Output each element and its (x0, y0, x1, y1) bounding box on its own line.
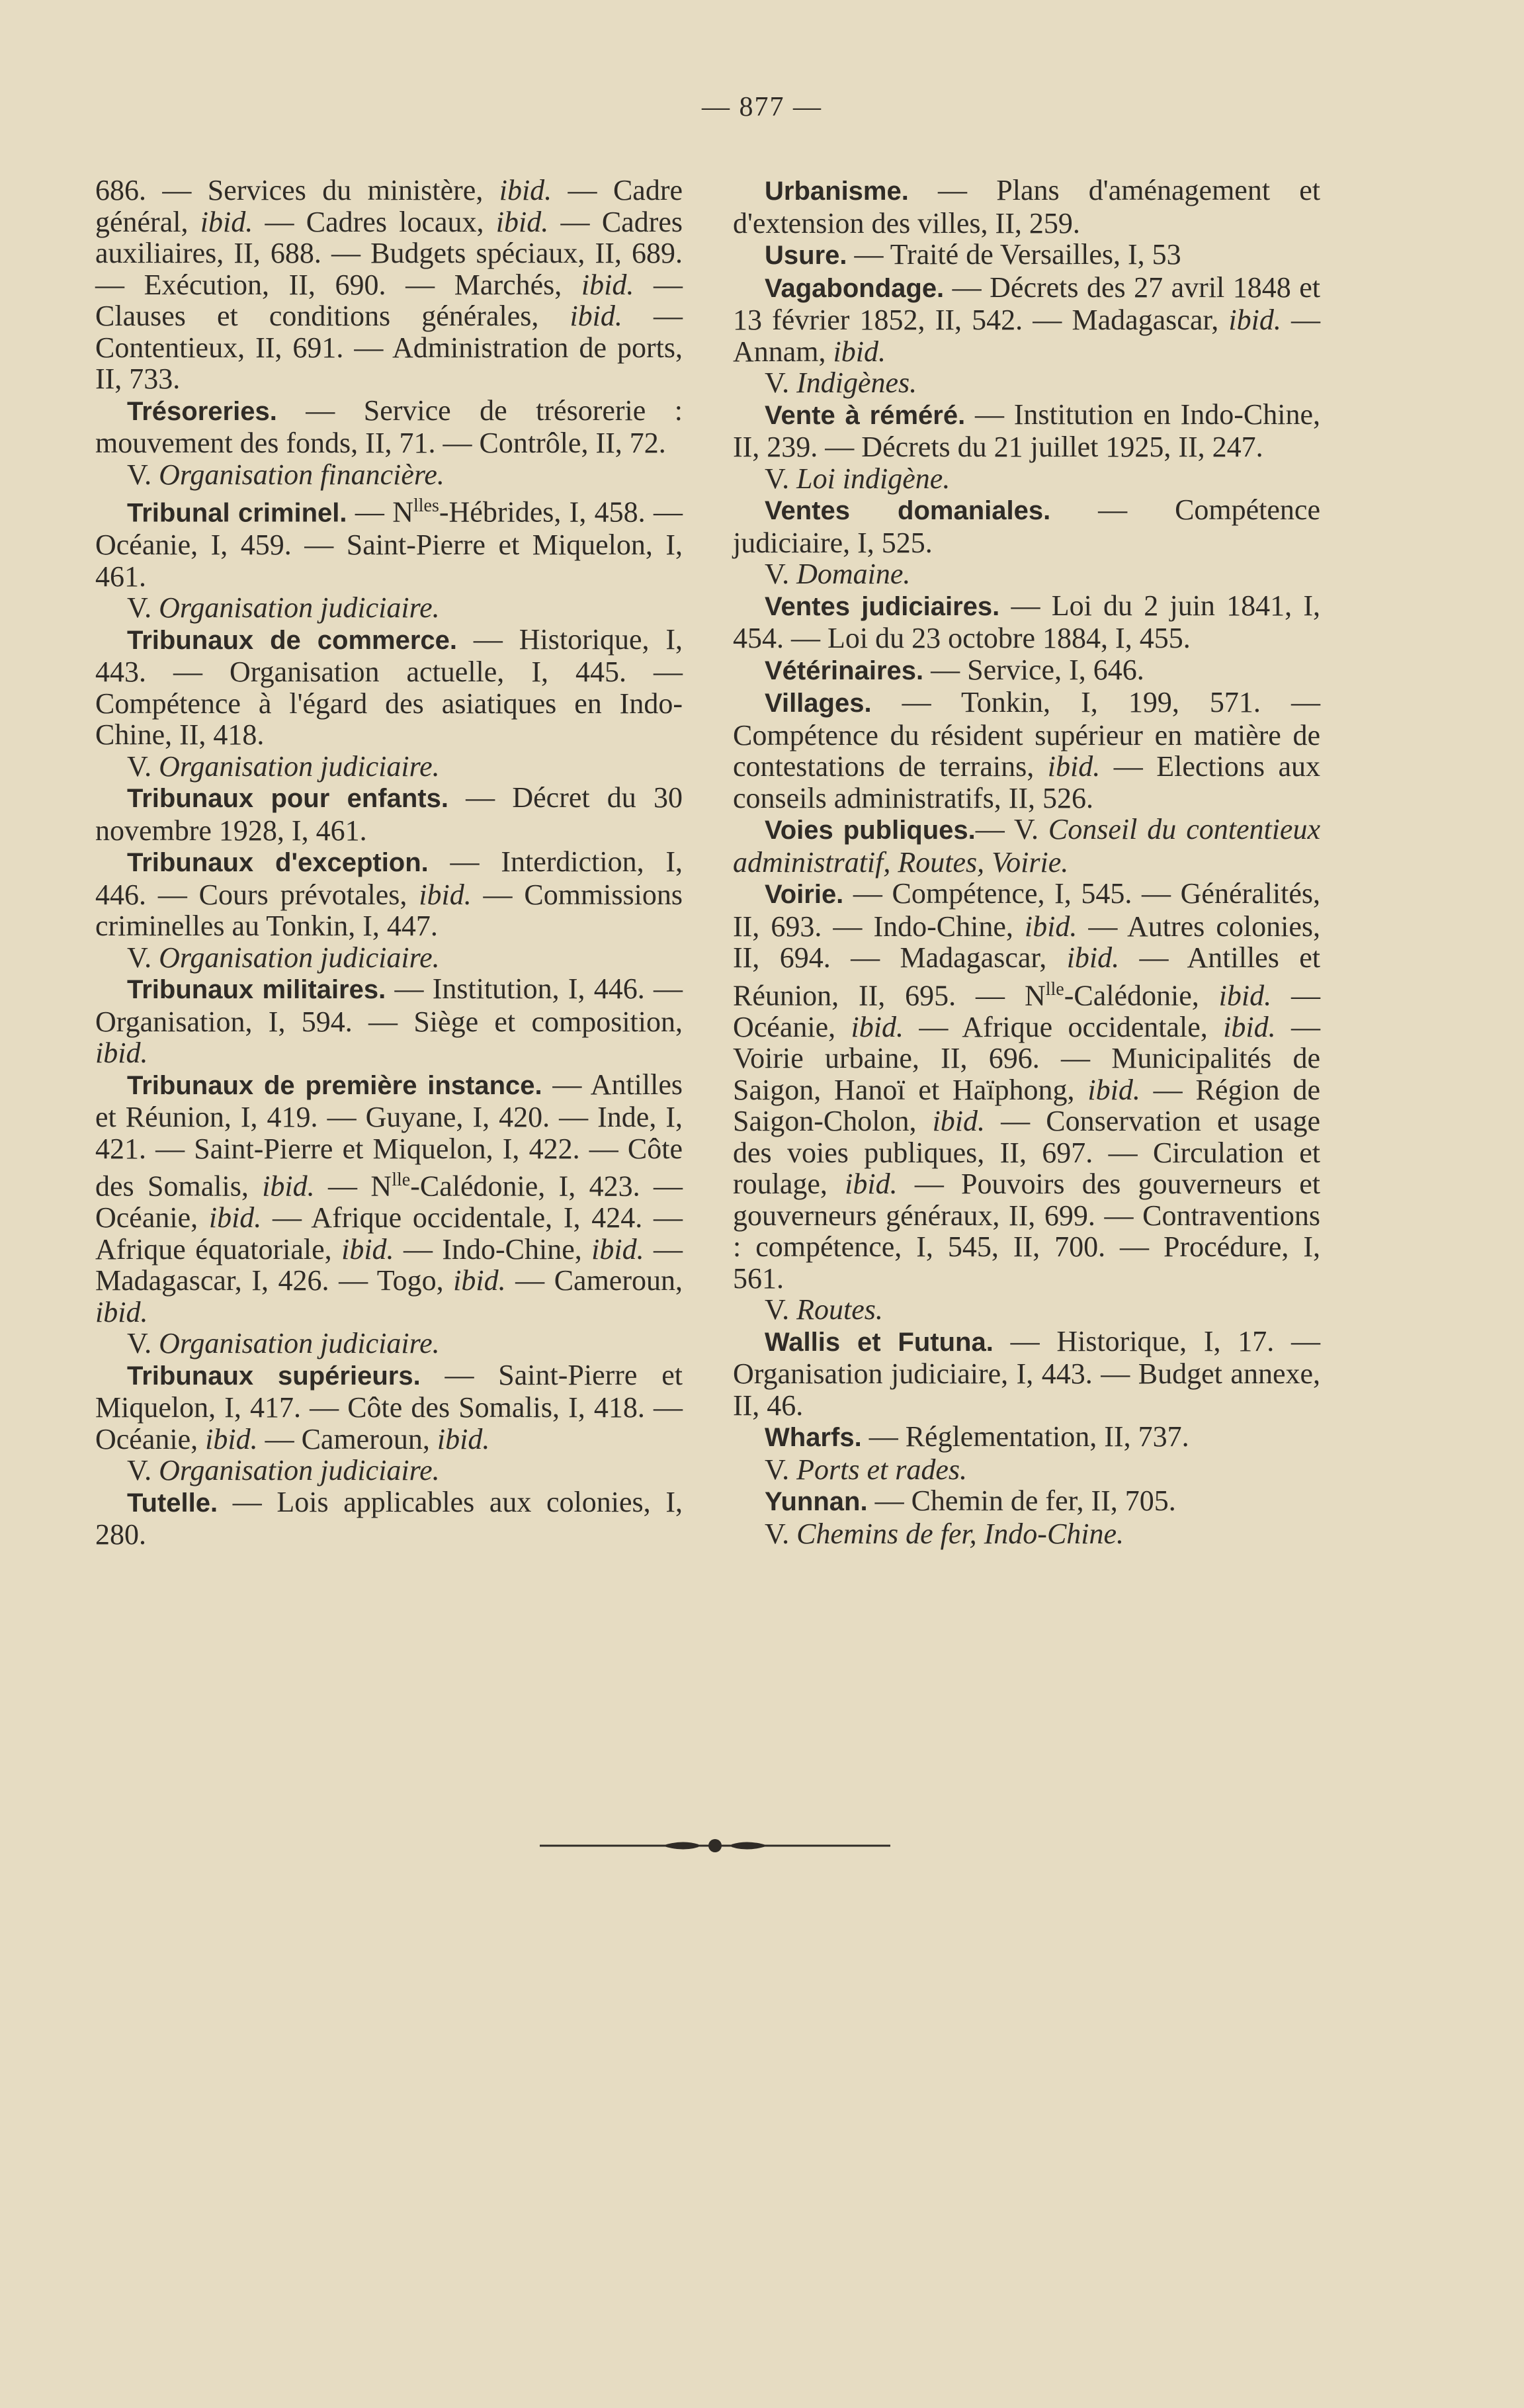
index-entry (733, 814, 1320, 878)
index-entry (95, 395, 683, 459)
italic-text: Routes. (796, 1293, 883, 1326)
entry-text: V. (127, 458, 159, 491)
italic-text: ibid. (95, 1295, 148, 1328)
italic-text: ibid. (419, 878, 472, 911)
index-entry (95, 1486, 683, 1551)
entry-heading: Tribunaux pour enfants. (127, 784, 448, 814)
italic-text: ibid. (1228, 304, 1281, 336)
italic-text: ibid. (437, 1422, 490, 1455)
entry-heading: Usure. (765, 241, 847, 270)
entry-heading: Tribunaux d'exception. (127, 848, 429, 878)
entry-text: — Conservation et usage des voies publiques, II, 697. — Circulation et roulage, (733, 1105, 1320, 1201)
entry-heading: Tribunaux de première instance. (127, 1070, 542, 1100)
entry-text: — Voirie urbaine, II, 696. — Municipalités de Saigon, Hanoï et Haïphong, (733, 1010, 1320, 1106)
italic-text: ibid. (1087, 1073, 1140, 1106)
index-entry (95, 973, 683, 1069)
entry-text: — Autres colonies, II, 694. — Madagascar, (733, 910, 1320, 974)
index-entry (95, 782, 683, 846)
italic-text: ibid. (95, 1037, 148, 1070)
entry-text: — Madagascar, I, 426. — Togo, (95, 1232, 683, 1297)
italic-text: Organisation judiciaire. (159, 750, 440, 783)
italic-text: ibid. (570, 300, 622, 332)
entry-heading: Vagabondage. (765, 273, 945, 303)
entry-text: — Pouvoirs des gouverneurs et gouverneurs généraux, II, 699. — Contraventions : compétence, I, 545, II, 700. — Procédure, I, 561. (733, 1168, 1321, 1295)
entry-text: — Commissions criminelles au Tonkin, I, 447. (95, 878, 683, 943)
entry-text: V. (765, 1293, 797, 1326)
entry-text: — Réglementation, II, 737. (861, 1420, 1189, 1453)
entry-heading: Voirie. (765, 880, 844, 909)
index-entry (95, 490, 683, 592)
entry-text: V. (765, 558, 797, 590)
index-column-right (733, 175, 1320, 1549)
entry-text: — Antilles et Réunion, I, 419. — Guyane, I, 420. — Inde, I, 421. — Saint-Pierre et Miquelon, I, 422. — Côte des Somalis, (95, 1068, 683, 1203)
entry-heading: Tribunaux militaires. (127, 975, 386, 1005)
entry-text: — Institution, I, 446. — Organisation, I, 594. — Siège et composition, (95, 972, 683, 1038)
see-also-reference (95, 592, 683, 624)
entry-text: — Cadres auxiliaires, II, 688. — Budgets spéciaux, II, 689. — Exécution, II, 690. — Marchés, (95, 205, 683, 301)
entry-text: — Institution en Indo-Chine, II, 239. — Décrets du 21 juillet 1925, II, 247. (733, 398, 1320, 463)
entry-heading: Ventes domaniales. (765, 496, 1051, 525)
see-also-reference (733, 1294, 1320, 1326)
entry-text: — Cadre général, (95, 174, 683, 238)
italic-text: ibid. (581, 268, 634, 301)
index-entry (733, 878, 1320, 1294)
entry-text: — N (314, 1170, 392, 1203)
entry-text: V. (127, 1327, 159, 1360)
italic-text: ibid. (205, 1422, 258, 1455)
italic-text: ibid. (341, 1232, 394, 1266)
entry-text: — Historique, I, 17. — Organisation judiciaire, I, 443. — Budget annexe, II, 46. (733, 1324, 1321, 1422)
italic-text: Loi indigène. (796, 462, 951, 495)
index-entry (733, 175, 1320, 239)
entry-text: — Compétence, I, 545. — Généralités, II, 693. — Indo-Chine, (733, 877, 1320, 943)
italic-text: Organisation financière. (159, 458, 444, 491)
index-entry (733, 399, 1320, 463)
italic-text: ibid. (262, 1170, 315, 1203)
italic-text: ibid. (1223, 1010, 1276, 1043)
entry-text: V. (127, 1454, 159, 1487)
italic-text: ibid. (1024, 910, 1078, 943)
italic-text: Chemins de fer, Indo-Chine. (796, 1517, 1124, 1550)
italic-text: Organisation judiciaire. (159, 1454, 440, 1487)
index-entry (733, 1421, 1320, 1454)
entry-text: — Antilles et Réunion, II, 695. — N (733, 941, 1320, 1012)
entry-text: — V. (975, 813, 1048, 845)
entry-text: 686. — Services du ministère, (95, 174, 499, 206)
entry-text: — Cadres locaux, (253, 205, 496, 238)
see-also-reference (95, 942, 683, 974)
entry-text: — Tonkin, I, 199, 571. — Compétence du résident supérieur en matière de contestations de terrains, (733, 686, 1320, 783)
entry-text: — Service, I, 646. (923, 653, 1144, 686)
italic-text: Conseil du contentieux administratif, Routes, Voirie. (733, 813, 1320, 879)
entry-text: — Clauses et conditions générales, (95, 268, 683, 332)
see-also-reference (733, 367, 1320, 399)
italic-text: ibid. (200, 205, 253, 238)
entry-heading: Voies publiques. (765, 816, 976, 845)
see-also-reference (95, 751, 683, 783)
entry-text: V. (765, 462, 797, 495)
italic-text: ibid. (845, 1168, 898, 1201)
italic-text: Organisation judiciaire. (159, 1327, 440, 1360)
index-entry (733, 654, 1320, 687)
italic-text: ibid. (932, 1105, 986, 1138)
entry-heading: Tutelle. (127, 1488, 218, 1518)
italic-text: ibid. (208, 1201, 262, 1234)
entry-text: — Loi du 2 juin 1841, I, 454. — Loi du 23 octobre 1884, I, 455. (733, 589, 1321, 654)
entry-text: -Calédonie, (1064, 979, 1219, 1012)
italic-text: Domaine. (796, 558, 911, 590)
entry-text: — Indo-Chine, (394, 1232, 592, 1266)
entry-text: -Hébrides, I, 458. — Océanie, I, 459. — Saint-Pierre et Miquelon, I, 461. (95, 495, 683, 593)
entry-text: — Saint-Pierre et Miquelon, I, 417. — Côte des Somalis, I, 418. — Océanie, (95, 1358, 683, 1455)
entry-text: — Lois applicables aux colonies, I, 280. (95, 1485, 683, 1551)
entry-text: V. (765, 1453, 797, 1486)
index-entry (733, 272, 1320, 368)
italic-text: ibid. (1218, 979, 1272, 1012)
entry-heading: Tribunaux supérieurs. (127, 1361, 421, 1391)
entry-text: — Contentieux, II, 691. — Administration de ports, II, 733. (95, 300, 683, 395)
superscript: lles (413, 495, 439, 516)
index-entry (95, 624, 683, 751)
superscript: lle (392, 1170, 411, 1191)
entry-text: — Cameroun, (257, 1422, 437, 1455)
entry-heading: Ventes judiciaires. (765, 591, 1000, 621)
entry-text: — Traité de Versailles, I, 53 (847, 238, 1181, 271)
entry-text: V. (127, 750, 159, 783)
italic-text: ibid. (1066, 941, 1120, 974)
see-also-reference (733, 558, 1320, 590)
entry-text: V. (127, 591, 159, 624)
index-entry (733, 1485, 1320, 1518)
entry-text: — Afrique occidentale, I, 424. — Afrique équatoriale, (95, 1201, 683, 1266)
see-also-reference (733, 1454, 1320, 1486)
index-entry (95, 1069, 683, 1328)
italic-text: Organisation judiciaire. (159, 591, 440, 624)
italic-text: ibid. (453, 1264, 506, 1297)
ornament-divider (540, 1832, 890, 1859)
italic-text: ibid. (851, 1010, 904, 1043)
entry-heading: Vétérinaires. (765, 656, 924, 685)
index-column-left (95, 175, 683, 1551)
entry-text: — Région de Saigon-Cholon, (733, 1073, 1320, 1138)
italic-text: ibid. (499, 174, 552, 206)
entry-heading: Tribunaux de commerce. (127, 625, 457, 655)
entry-heading: Tribunal criminel. (127, 498, 347, 528)
entry-text: — Plans d'aménagement et d'extension des villes, II, 259. (733, 174, 1320, 239)
entry-text: — Elections aux conseils administratifs, II, 526. (733, 750, 1321, 814)
index-entry (95, 1359, 683, 1455)
page-number: — 877 — (702, 92, 822, 122)
entry-text: — Annam, (733, 304, 1321, 368)
see-also-reference (95, 459, 683, 491)
entry-text: — Compétence judiciaire, I, 525. (733, 494, 1320, 559)
entry-heading: Wallis et Futuna. (765, 1327, 994, 1357)
entry-heading: Urbanisme. (765, 177, 909, 206)
entry-text: — Océanie, (733, 979, 1321, 1043)
index-entry (733, 687, 1320, 814)
see-also-reference (95, 1328, 683, 1359)
italic-text: Organisation judiciaire. (159, 941, 440, 974)
entry-text: — Décrets des 27 avril 1848 et 13 février 1852, II, 542. — Madagascar, (733, 271, 1320, 336)
entry-heading: Wharfs. (765, 1423, 862, 1453)
see-also-reference (95, 1455, 683, 1486)
index-entry (733, 1326, 1320, 1422)
index-entry (733, 239, 1320, 272)
italic-text: ibid. (591, 1232, 644, 1266)
italic-text: Indigènes. (796, 366, 917, 399)
entry-text: — Cameroun, (505, 1264, 683, 1297)
index-entry (95, 175, 683, 395)
entry-heading: Villages. (765, 689, 872, 718)
see-also-reference (733, 463, 1320, 495)
entry-heading: Yunnan. (765, 1487, 868, 1517)
italic-text: Ports et rades. (796, 1453, 967, 1486)
entry-text: — Historique, I, 443. — Organisation actuelle, I, 445. — Compétence à l'égard des asiatiques en Indo-Chine, II, 418. (95, 623, 683, 752)
entry-text: — N (347, 495, 413, 529)
index-entry (95, 846, 683, 942)
entry-text: — Chemin de fer, II, 705. (867, 1484, 1176, 1518)
italic-text: ibid. (1047, 750, 1101, 783)
entry-text: V. (127, 941, 159, 974)
entry-heading: Vente à réméré. (765, 400, 966, 430)
entry-text: — Interdiction, I, 446. — Cours prévotales, (95, 845, 683, 911)
index-entry (733, 590, 1320, 654)
entry-text: V. (765, 1517, 797, 1550)
italic-text: ibid. (495, 205, 549, 238)
entry-text: — Décret du 30 novembre 1928, I, 461. (95, 781, 683, 847)
entry-text: — Afrique occidentale, (903, 1010, 1224, 1043)
see-also-reference (733, 1518, 1320, 1550)
index-entry (733, 494, 1320, 558)
entry-text: -Calédonie, I, 423. — Océanie, (95, 1170, 683, 1234)
entry-text: V. (765, 366, 797, 399)
entry-heading: Trésoreries. (127, 396, 277, 426)
superscript: lle (1045, 978, 1064, 1000)
entry-text: — Service de trésorerie : mouvement des fonds, II, 71. — Contrôle, II, 72. (95, 394, 683, 459)
italic-text: ibid. (833, 335, 886, 368)
